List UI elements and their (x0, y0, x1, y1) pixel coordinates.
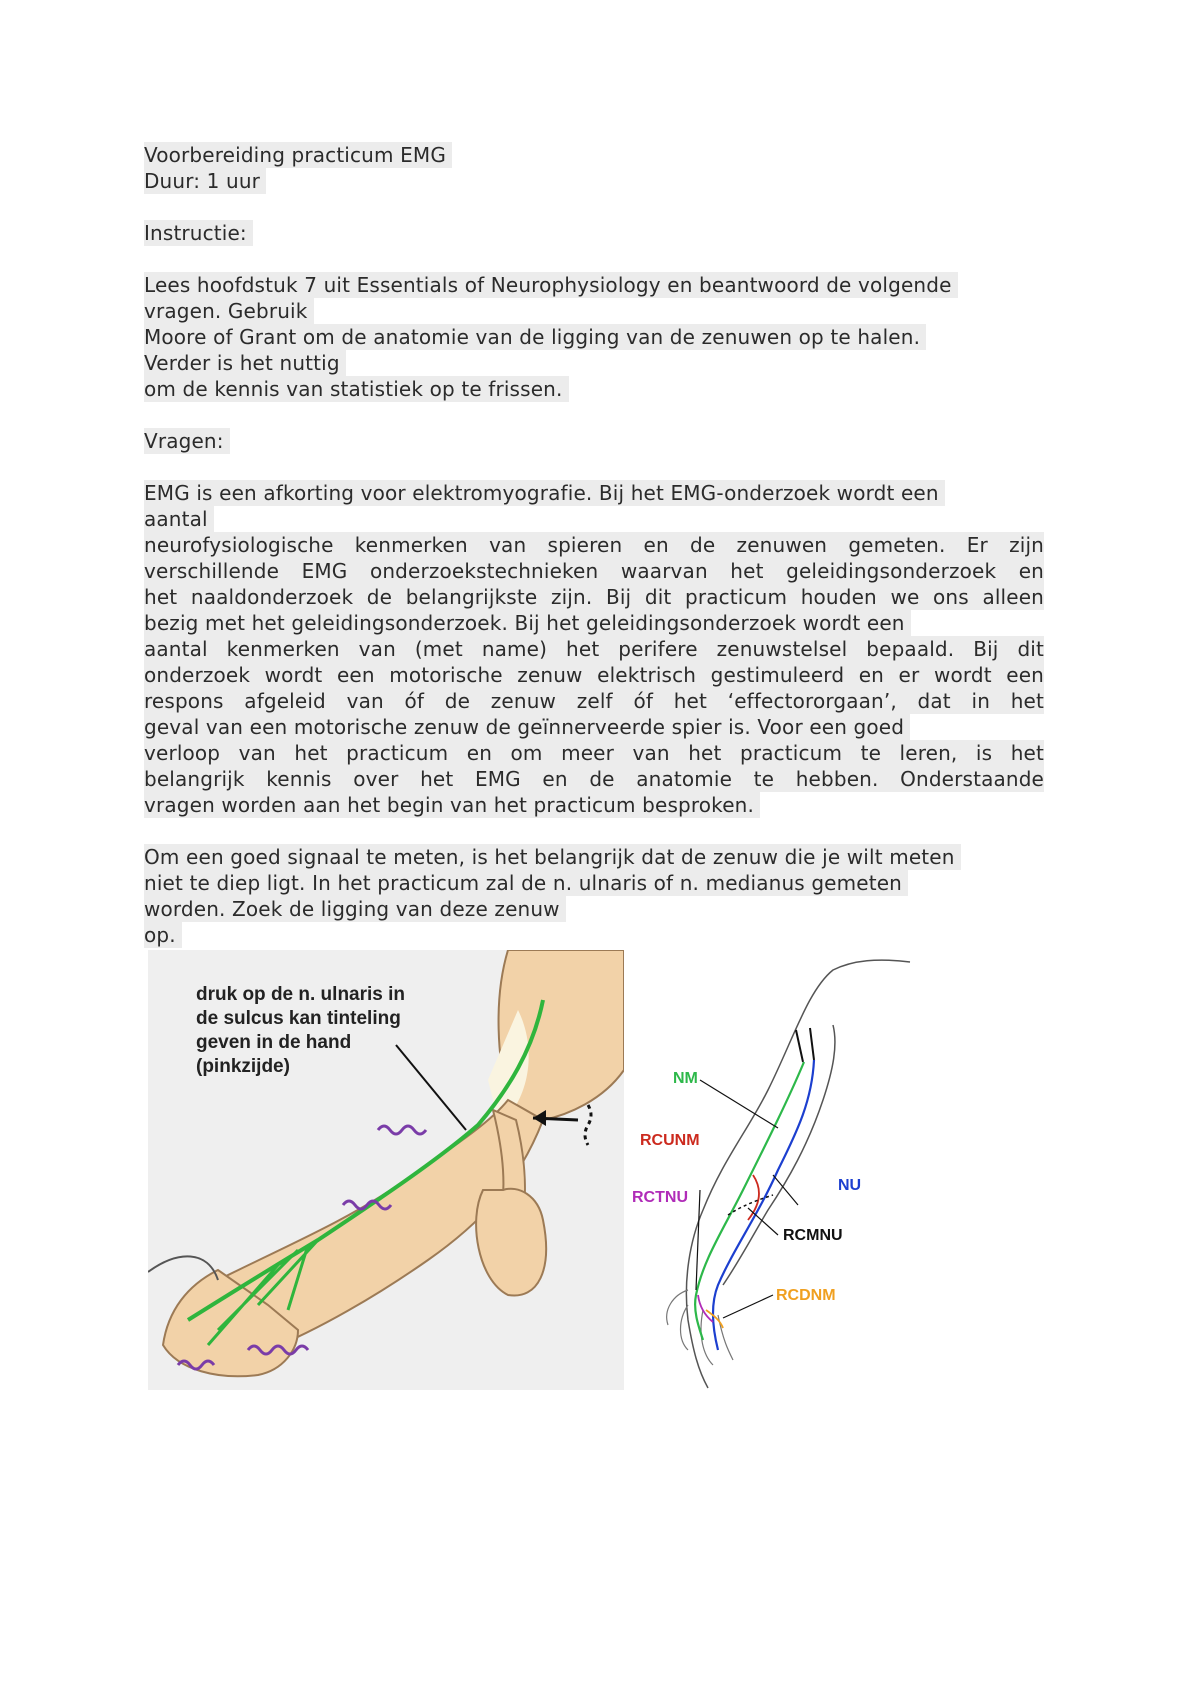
ulnar-nerve-illustration (148, 950, 624, 1390)
intro-line: verschillende EMG onderzoekstechnieken waarvan het geleidingsonderzoek en (144, 559, 1044, 583)
rctnu-branch (698, 1295, 713, 1322)
intro-line: bezig met het geleidingsonderzoek. Bij het geleidingsonderzoek wordt een (144, 610, 911, 636)
intro-line: onderzoek wordt een motorische zenuw elektrisch gestimuleerd en er wordt een (144, 663, 1044, 687)
nerve-diagram-drawing (628, 950, 928, 1390)
caption-line: druk op de n. ulnaris in (196, 984, 406, 1005)
nm-label: NM (673, 1070, 698, 1087)
intro-line: aantal kenmerken van (met name) het perifere zenuwstelsel bepaald. Bij dit (144, 637, 1044, 661)
intro-line: belangrijk kennis over het EMG en de anatomie te hebben. Onderstaande (144, 767, 1044, 791)
nu-nerve-line (713, 1060, 814, 1350)
instruction-line: Verder is het nuttig (144, 350, 346, 376)
question-line: worden. Zoek de ligging van deze zenuw (144, 896, 566, 922)
question-line: Om een goed signaal te meten, is het belangrijk dat de zenuw die je wilt meten (144, 844, 961, 870)
instruction-line: Lees hoofdstuk 7 uit Essentials of Neurophysiology en beantwoord de volgende (144, 272, 958, 298)
caption-pointer (396, 1045, 466, 1130)
instruction-line: Moore of Grant om de anatomie van de ligging van de zenuwen op te halen. (144, 324, 926, 350)
caption-line: geven in de hand (196, 1032, 352, 1053)
header-block (144, 142, 1064, 948)
rcdnm-label: RCDNM (776, 1287, 836, 1304)
rctnu-label: RCTNU (632, 1189, 688, 1206)
questions-heading: Vragen: (144, 428, 230, 454)
caption-line: (pinkzijde) (196, 1056, 290, 1077)
rctnu-pointer (696, 1190, 700, 1290)
intro-line: respons afgeleid van óf de zenuw zelf óf het ‘effectororgaan’, dat in het (144, 689, 1044, 713)
question-line: op. (144, 922, 182, 948)
arm-drawing (148, 950, 624, 1390)
intro-line: geval van een motorische zenuw de geïnnerveerde spier is. Voor een goed (144, 714, 910, 740)
nm-pointer (700, 1080, 778, 1128)
intro-line: het naaldonderzoek de belangrijkste zijn. Bij dit practicum houden we ons alleen (144, 585, 1044, 609)
caption-line: de sulcus kan tinteling (196, 1008, 401, 1029)
intro-line: verloop van het practicum en om meer van het practicum te leren, is het (144, 741, 1044, 765)
document-title: Voorbereiding practicum EMG (144, 142, 452, 168)
rcmnu-label: RCMNU (783, 1227, 843, 1244)
instruction-heading: Instructie: (144, 220, 253, 246)
intro-line: neurofysiologische kenmerken van spieren en de zenuwen gemeten. Er zijn (144, 533, 1044, 557)
nerve-diagram (628, 950, 928, 1390)
arm-outline (723, 1025, 835, 1285)
rcdnm-pointer (723, 1295, 773, 1318)
intro-line: aantal (144, 506, 214, 532)
muscle-squiggle (378, 1126, 426, 1134)
intro-line: vragen worden aan het begin van het practicum besproken. (144, 792, 760, 818)
intro-line: EMG is een afkorting voor elektromyografie. Bij het EMG-onderzoek wordt een (144, 480, 945, 506)
duration-text: Duur: 1 uur (144, 168, 266, 194)
nu-pointer (773, 1175, 798, 1205)
instruction-line: om de kennis van statistiek op te frissen. (144, 376, 569, 402)
tingle-icon (585, 1105, 591, 1145)
examiner-fist-shape (476, 1189, 546, 1296)
nerve-origin-lines (796, 1028, 814, 1062)
rcunm-label: RCUNM (640, 1132, 700, 1149)
nu-label: NU (838, 1177, 862, 1194)
instruction-line: vragen. Gebruik (144, 298, 314, 324)
question-line: niet te diep ligt. In het practicum zal de n. ulnaris of n. medianus gemeten (144, 870, 908, 896)
